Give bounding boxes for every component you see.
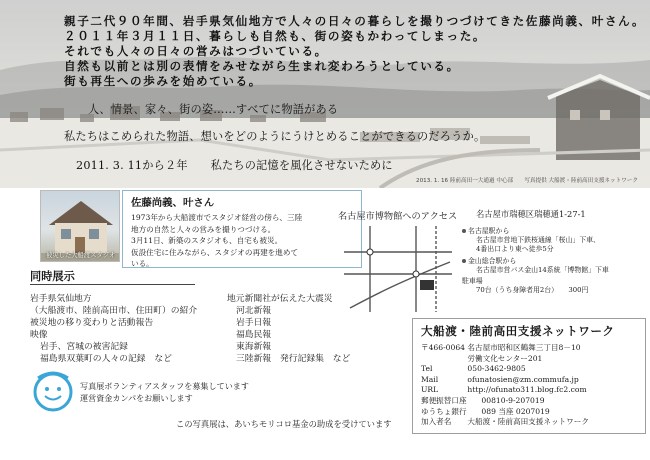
direction-line: 金山総合駅から [462,256,516,266]
funding-note: この写真展は、あいちモリコロ基金の助成を受けています [176,419,392,429]
profile-line: 1973年から大船渡市でスタジオ経営の傍ら、三陸 [131,213,303,222]
organization-box [412,318,646,434]
contact-row: ゆうちょ銀行 089 当座 0207019 [421,406,550,416]
access-map [340,222,458,314]
website-link[interactable]: http://ofunato311.blog.fc2.com [467,385,587,395]
account-holder: 大船渡・陸前高田支援ネットワーク [467,417,589,427]
phone-number: 050-3462-9805 [467,364,526,374]
direction-line: 4番出口より東へ徒歩5分 [476,245,554,253]
divider [30,284,195,285]
profile-line: 3月11日、新築のスタジオも、自宅も被災。 [131,236,283,246]
address-line: 名古屋市昭和区鶴舞三丁目8－10 [467,343,581,352]
profile-line: 仮設住宅に住みながら、スタジオの再建を進めて [131,247,299,257]
exhibition-item: 岩手、宮城の被害記録 [40,342,128,352]
bank-account: 089 当座 0207019 [481,406,550,416]
contact-row: Tel 050-3462-9805 [421,364,526,374]
contact-row: 郵便振替口座 00810-9-207019 [421,395,545,405]
direction-line: 名古屋市営地下鉄桜通線「桜山」下車、 [476,236,601,244]
address-line: 労働文化センター201 [467,353,543,363]
hero-line: ２０１１年３月１１日、暮らしも自然も、街の姿もかわってしまった。 [64,29,487,43]
exhibition-title: 同時展示 [30,269,75,283]
profile-line: いる。 [131,259,154,269]
email-link[interactable]: ofunatosien@zm.commufa.jp [467,374,579,384]
photographer-profile [122,190,362,268]
exhibition-item: 岩手県気仙地方 [30,294,92,304]
newspaper-item: 河北新報 [236,306,272,316]
contact-row: URL http://ofunato311.blog.fc2.com [421,385,587,395]
hero-line: 街も再生への歩みを始めている。 [64,74,262,88]
profile-name: 佐藤尚義、叶さん [131,197,215,209]
exhibition-item: 被災地の移り変わりと活動報告 [30,318,154,328]
profile-line: 地方の自然と人々の営みを撮りつづける。 [131,224,276,234]
smiling-face-logo-icon [32,370,74,414]
studio-photo [40,190,120,262]
address-row [421,354,637,365]
exhibition-item: （大船渡市、陸前高田市、住田町）の紹介 [30,306,198,316]
address-row [421,343,637,354]
direction-line: 名古屋駅から [462,226,509,236]
contact-row: Mail ofunatosien@zm.commufa.jp [421,374,579,384]
photo-credit: 2013. 1. 16 陸前高田一大通過 中心部 写真提供 大船渡・陸前高田支援ネットワーク [416,178,638,184]
donation-request-text: 運営資金カンパをお願いします [80,393,193,403]
access-title: 名古屋市博物館へのアクセス [338,211,458,222]
hero-line: 人、情景、家々、街の姿……すべてに物語がある [88,103,339,116]
direction-line: 70台（うち身障者用2台） 300円 [476,286,589,294]
postal-transfer-account: 00810-9-207019 [481,395,545,405]
newspaper-item: 岩手日報 [236,318,272,328]
direction-line: 駐車場 [462,277,483,285]
newspaper-item: 地元新聞社が伝えた大震災 [227,294,333,304]
newspaper-item: 三陸新報 発行記録集 など [236,354,351,364]
hero-line: 私たちはこめられた物語、想いをどのようにうけとめることができるのだろうか。 [64,130,486,143]
hero-line: それでも人々の日々の営みはつづいている。 [64,44,328,58]
postal-code: 〒466-0064 [421,343,465,352]
hero-photo [0,0,650,188]
organization-name: 大船渡・陸前高田支援ネットワーク [421,324,615,338]
hero-line: 2011. 3. 11から２年 私たちの記憶を風化させないために [76,159,393,172]
exhibition-item: 映像 [30,330,48,340]
contact-row: 加入者名 大船渡・陸前高田支援ネットワーク [421,417,589,427]
newspaper-item: 東海新報 [236,342,272,352]
photo-caption: 被災した大船渡スタジオ [46,252,116,259]
volunteer-recruit-text: 写真展ボランティアスタッフを募集しています [80,381,249,391]
hero-line: 親子二代９０年間、岩手県気仙地方で人々の日々の暮らしを撮りつづけてきた佐藤尚義、叶さん。 [64,14,646,28]
direction-line: 名古屋市営バス金山14系統「博物館」下車 [476,266,609,274]
exhibition-item: 福島県双葉町の人々の記録 など [40,354,172,364]
newspaper-item: 福島民報 [236,330,272,340]
museum-address: 名古屋市瑞穂区瑞穂通1-27-1 [476,209,586,219]
hero-line: 自然も以前とは別の表情をみせながら生まれ変わろうとしている。 [64,59,460,73]
